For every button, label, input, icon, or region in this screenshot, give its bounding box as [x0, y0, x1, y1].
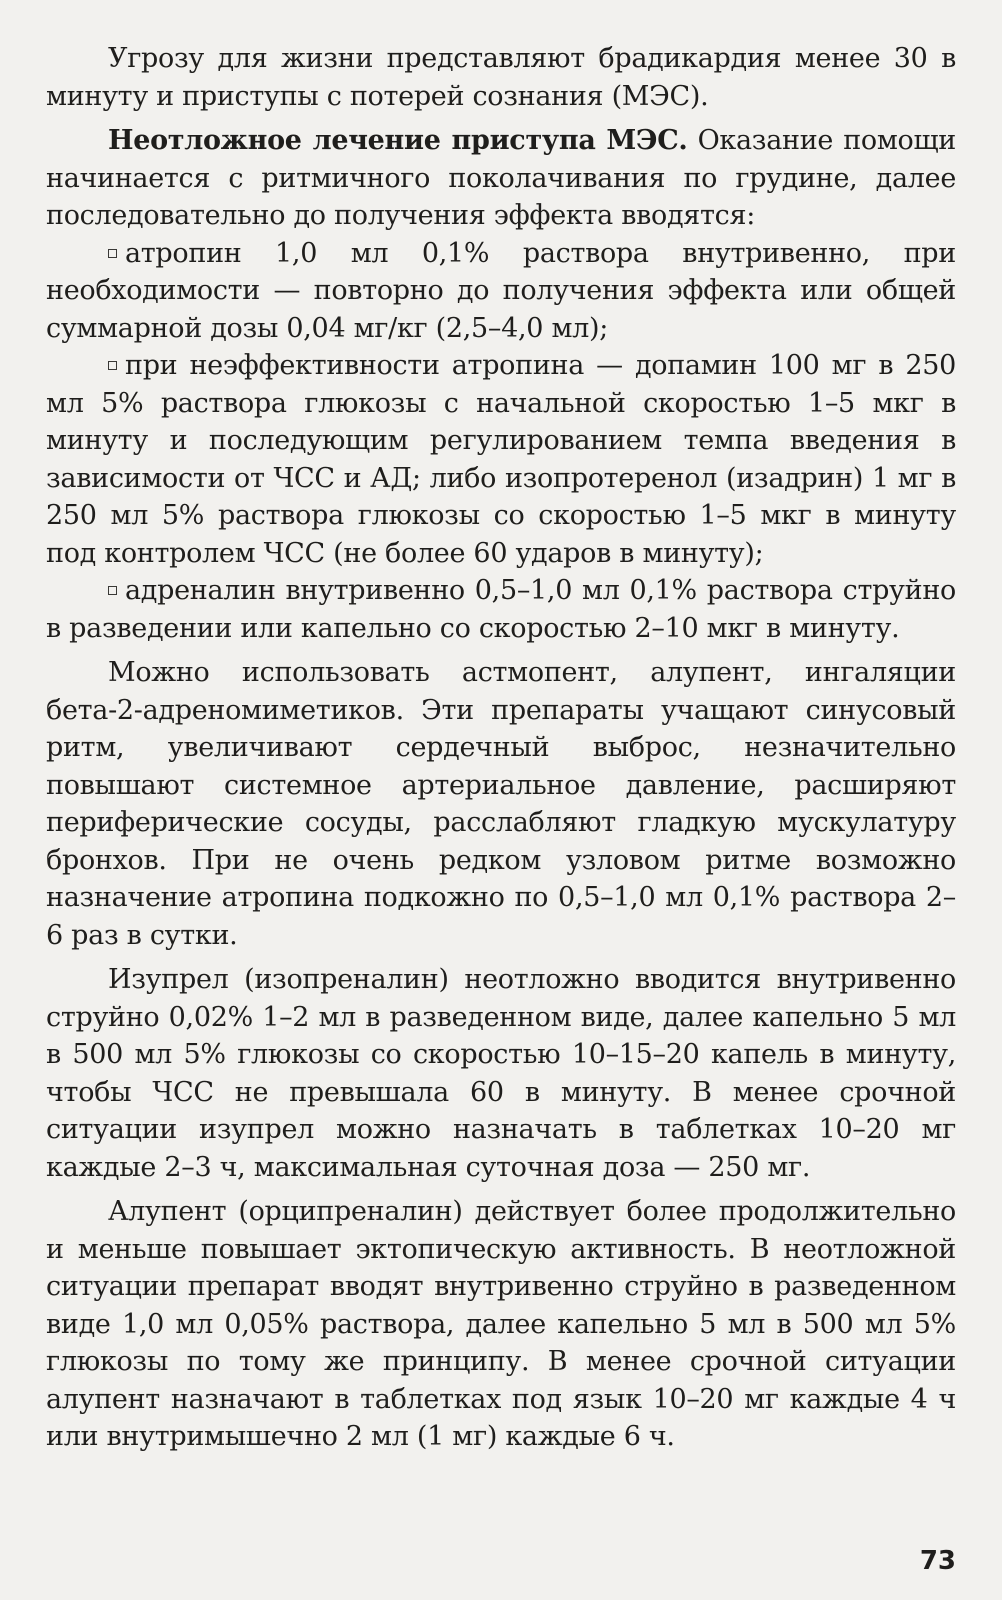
heading-emergency-treatment: Неотложное лечение приступа МЭС. — [108, 125, 688, 156]
list-item-text: атропин 1,0 мл 0,1% раствора внутривенно, при необходимости — повторно до получения эффекта или общей суммарной дозы 0,04 мг/кг (2,5–4,0 мл); — [46, 237, 956, 344]
list-item-dopamine — [46, 347, 956, 572]
paragraph-threat: Угрозу для жизни представляют брадикардия менее 30 в минуту и приступы с потерей сознания (МЭС). — [46, 43, 956, 112]
paragraph-alupent: Алупент (орципреналин) действует более продолжительно и меньше повышает эктопическую активность. В неотложной ситуации препарат вводят внутривенно струйно в разведенном виде 1,0 мл 0,05% раствора, далее капельно 5 мл в 500 мл 5% глюкозы по тому же принципу. В менее срочной ситуации алупент назначают в таблетках под язык 10–20 мг каждые 4 ч или внутримышечно 2 мл (1 мг) каждые 6 ч. — [46, 1196, 956, 1452]
page-number: 73 — [919, 1546, 956, 1576]
paragraph-isuprel: Изупрел (изопреналин) неотложно вводится внутривенно струйно 0,02% 1–2 мл в разведенном виде, далее капельно 5 мл в 500 мл 5% глюкозы со скоростью 10–15–20 капель в минуту, чтобы ЧСС не превышала 60 в минуту. В менее срочной ситуации изупрел можно назначать в таблетках 10–20 мг каждые 2–3 ч, максимальная суточная доза — 250 мг. — [46, 964, 956, 1183]
bullet-square-icon — [108, 249, 117, 258]
list-item-atropine — [46, 235, 956, 348]
paragraph-emergency-text: Оказание помощи начинается с ритмичного поколачивания по грудине, далее последовательно до получения эффекта вводятся: — [46, 125, 957, 231]
list-item-adrenaline — [46, 572, 956, 647]
bullet-square-icon — [108, 586, 117, 595]
paragraph-emergency-treatment — [46, 122, 956, 235]
bullet-square-icon — [108, 361, 117, 370]
list-item-text: при неэффективности атропина — допамин 100 мг в 250 мл 5% раствора глюкозы с начальной скоростью 1–5 мкг в минуту и последующим регулированием темпа введения в зависимости от ЧСС и АД; либо изопротеренол (изадрин) 1 мг в 250 мл 5% раствора глюкозы со скоростью 1–5 мкг в минуту под контролем ЧСС (не более 60 ударов в минуту); — [46, 350, 956, 569]
paragraph-astmopent: Можно использовать астмопент, алупент, ингаляции бета-2-адреномиметиков. Эти препараты учащают синусовый ритм, увеличивают сердечный выброс, незначительно повышают системное артериальное давление, расширяют периферические сосуды, расслабляют гладкую мускулатуру бронхов. При не очень редком узловом ритме возможно назначение атропина подкожно по 0,5–1,0 мл 0,1% раствора 2–6 раз в сутки. — [46, 657, 956, 951]
list-item-text: адреналин внутривенно 0,5–1,0 мл 0,1% раствора струйно в разведении или капельно со скоростью 2–10 мкг в минуту. — [46, 575, 956, 644]
book-page — [46, 40, 956, 1560]
